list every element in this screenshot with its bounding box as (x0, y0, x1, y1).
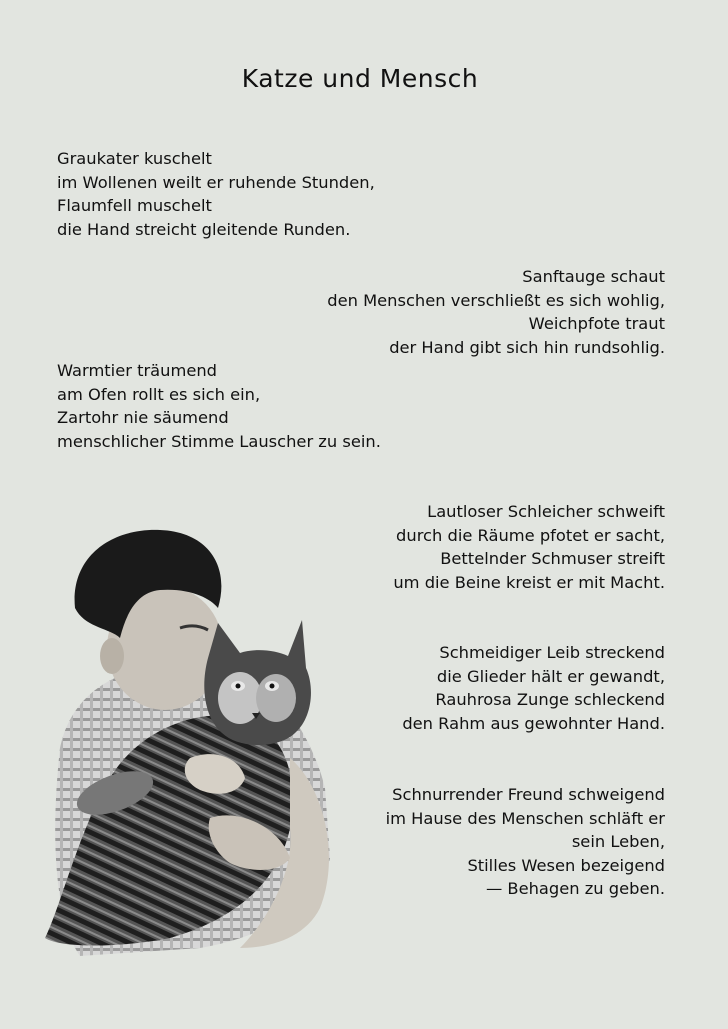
poem-line: Stilles Wesen bezeigend (467, 855, 665, 875)
stanza-3 (57, 359, 381, 453)
poem-line: Lautloser Schleicher schweift (427, 502, 665, 521)
poem-line: Flaumfell muschelt (57, 196, 212, 215)
stanza-4 (393, 500, 665, 594)
poem-line: der Hand gibt sich hin rundsohlig. (389, 337, 665, 357)
poem-line: durch die Räume pfotet er sacht, (396, 525, 665, 545)
stanza-2 (327, 265, 665, 359)
poem-line: den Menschen verschließt es sich wohlig, (327, 290, 665, 310)
poem-line: Zartohr nie säumend (57, 408, 229, 427)
stanza-5 (402, 641, 665, 735)
poem-line: Graukater kuschelt (57, 149, 212, 168)
poem-line: am Ofen rollt es sich ein, (57, 384, 261, 404)
stanza-1 (57, 147, 375, 241)
poem-line: Rauhrosa Zunge schleckend (435, 690, 665, 709)
page-title: Katze und Mensch (241, 64, 479, 93)
poem-line: menschlicher Stimme Lauscher zu sein. (57, 431, 381, 451)
poem-line: Warmtier träumend (57, 361, 217, 380)
poem-line: im Wollenen weilt er ruhende Stunden, (57, 172, 375, 192)
poem-line: die Hand streicht gleitende Runden. (57, 219, 351, 239)
poem-line: um die Beine kreist er mit Macht. (393, 572, 665, 592)
boy-with-cat-photo (40, 528, 340, 956)
poem-line: im Hause des Menschen schläft er (385, 808, 665, 828)
poem-line: Bettelnder Schmuser streift (440, 549, 665, 568)
poem-line: sein Leben, (571, 832, 665, 851)
poem-line: — Behagen zu geben. (485, 879, 665, 898)
poem-line: Sanftauge schaut (522, 267, 665, 286)
poem-line: den Rahm aus gewohnter Hand. (402, 713, 665, 733)
poem-line: Weichpfote traut (528, 314, 665, 333)
poem-line: Schnurrender Freund schweigend (392, 785, 665, 804)
stanza-6 (386, 783, 665, 901)
poem-line: die Glieder hält er gewandt, (436, 666, 665, 686)
poem-line: Schmeidiger Leib streckend (439, 643, 665, 662)
